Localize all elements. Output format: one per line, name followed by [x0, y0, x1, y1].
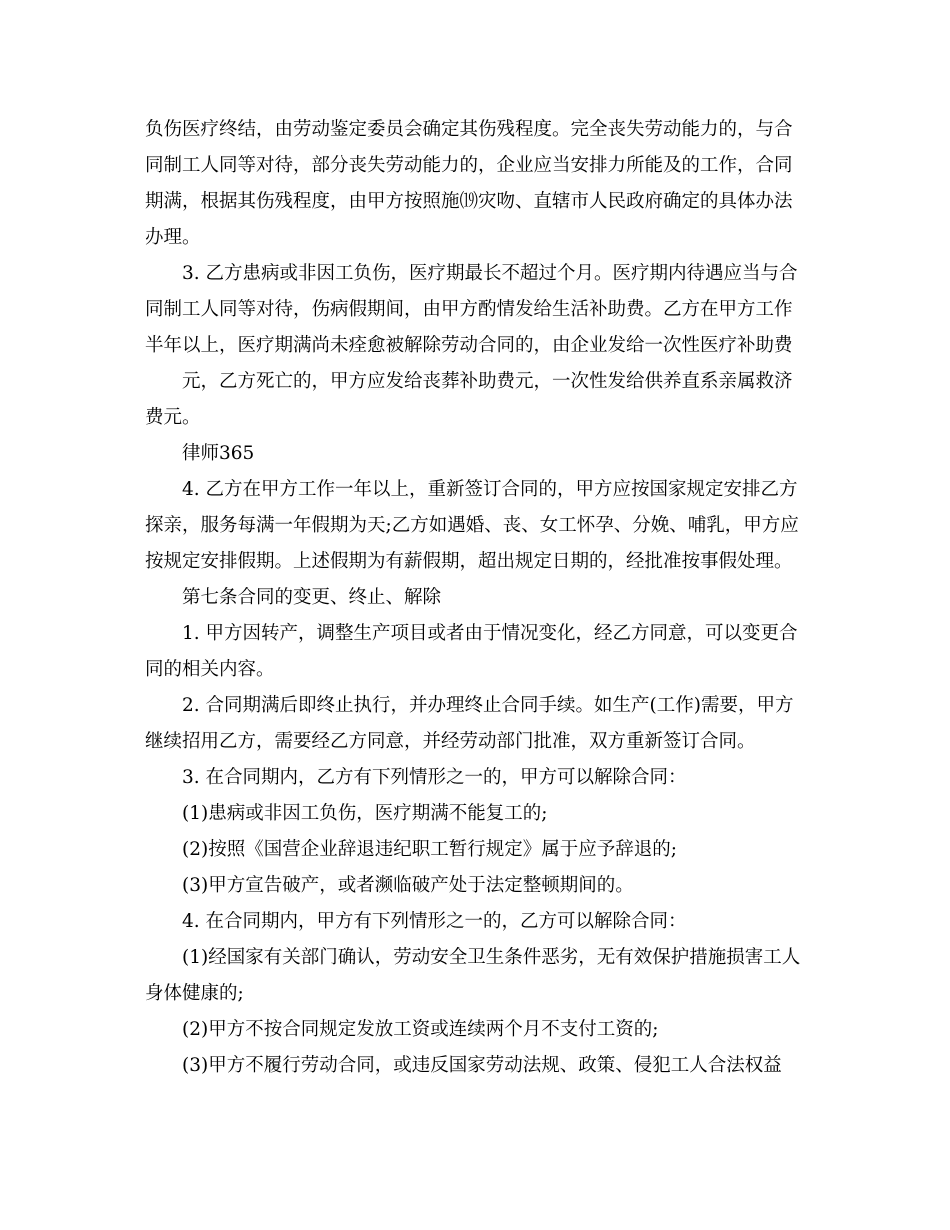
section-heading: 第七条合同的变更、终止、解除 — [182, 587, 442, 608]
paragraph-9: 3. 在合同期内，乙方有下列情形之一的，甲方可以解除合同： — [182, 767, 687, 788]
paragraph-13: 4. 在合同期内，甲方有下列情形之一的，乙方可以解除合同： — [182, 911, 687, 932]
paragraph-10: (1)患病或非因工负伤，医疗期满不能复工的; — [182, 803, 548, 824]
paragraph-2: 3. 乙方患病或非因工负伤，医疗期最长不超过个月。医疗期内待遇应当与合同制工人同等对待，伤病假期间，由甲方酌情发给生活补助费。乙方在甲方工作半年以上，医疗期满尚未痊愈被解除劳动合同的，由企业发给一次性医疗补助费 — [145, 263, 798, 356]
paragraph-1: 负伤医疗终结，由劳动鉴定委员会确定其伤残程度。完全丧失劳动能力的，与合同制工人同等对待，部分丧失劳动能力的，企业应当安排力所能及的工作，合同期满，根据其伤残程度，由甲方按照施⒆灾吻、直辖市人民政府确定的具体办法办理。 — [145, 119, 793, 248]
paragraph-8: 2. 合同期满后即终止执行，并办理终止合同手续。如生产(工作)需要，甲方继续招用乙方，需要经乙方同意，并经劳动部门批准，双方重新签订合同。 — [145, 695, 794, 752]
paragraph-14: (1)经国家有关部门确认，劳动安全卫生条件恶劣，无有效保护措施损害工人身体健康的; — [145, 947, 801, 1004]
paragraph-4: 律师365 — [182, 443, 255, 464]
paragraph-5: 4. 乙方在甲方工作一年以上，重新签订合同的，甲方应按国家规定安排乙方探亲，服务每满一年假期为天;乙方如遇婚、丧、女工怀孕、分娩、哺乳，甲方应按规定安排假期。上述假期为有薪假期，超出规定日期的，经批准按事假处理。 — [145, 479, 799, 572]
paragraph-11: (2)按照《国营企业辞退违纪职工暂行规定》属于应予辞退的; — [182, 839, 677, 860]
paragraph-16: (3)甲方不履行劳动合同，或违反国家劳动法规、政策、侵犯工人合法权益 — [182, 1055, 782, 1076]
paragraph-7: 1. 甲方因转产，调整生产项目或者由于情况变化，经乙方同意，可以变更合同的相关内容。 — [145, 623, 798, 680]
paragraph-12: (3)甲方宣告破产，或者濒临破产处于法定整顿期间的。 — [182, 875, 634, 896]
paragraph-15: (2)甲方不按合同规定发放工资或连续两个月不支付工资的; — [182, 1019, 659, 1040]
document-body — [145, 112, 810, 1084]
paragraph-3: 元，乙方死亡的，甲方应发给丧葬补助费元，一次性发给供养直系亲属救济费元。 — [145, 371, 793, 428]
